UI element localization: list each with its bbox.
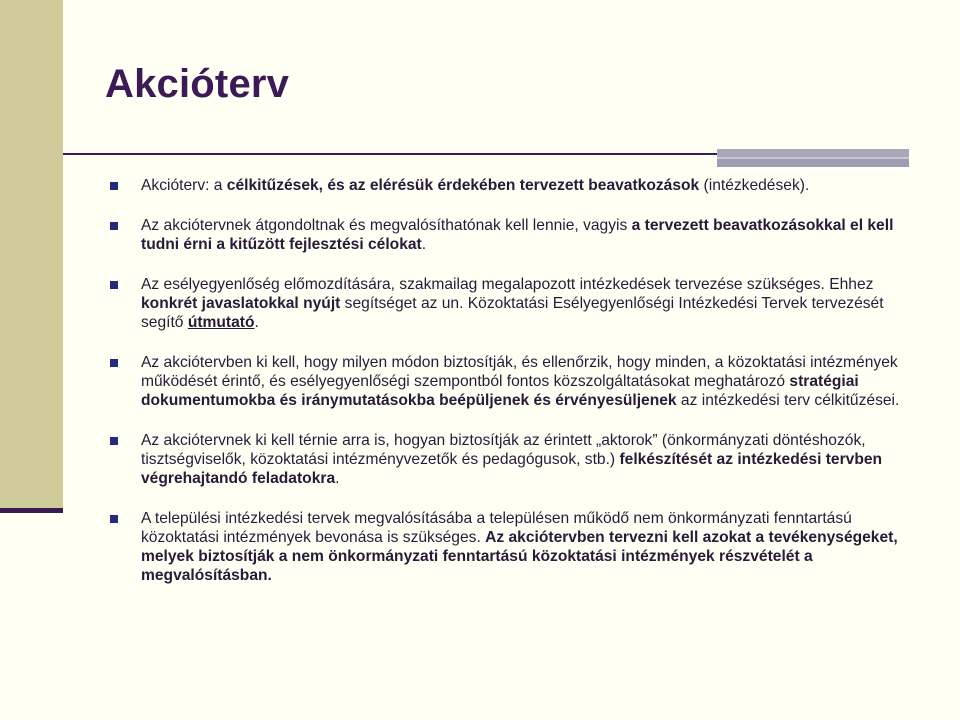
bullet-text: . (421, 236, 427, 253)
bullet-text: Az akciótervben ki kell, hogy milyen módon biztosítják, és ellenőrzik, hogy minden, a közoktatási intézmények működését érintő, és esélyegyenlőségi szempontból fontos közszolgáltatásokat meghatározó (141, 354, 898, 390)
bullet-text: . (335, 470, 340, 487)
bullet-emphasis-text: a tervezett beavatkozásokkal el kell tudni érni a kitűzött fejlesztési célokat (141, 217, 894, 253)
left-decorative-bar (0, 0, 63, 512)
bullet-list (110, 176, 900, 606)
bullet-emphasis-text: célkitűzések, és az elérésük érdekében tervezett beavatkozások (226, 177, 700, 194)
square-bullet-icon (110, 515, 118, 523)
bullet-item (110, 509, 900, 585)
bullet-item (110, 216, 900, 254)
bullet-text: az intézkedési terv célkitűzései. (676, 392, 900, 409)
slide-title: Akcióterv (105, 62, 290, 106)
bullet-item (110, 353, 900, 410)
bullet-item (110, 431, 900, 488)
bullet-text: A települési intézkedési tervek megvalósításába a településen működő nem önkormányzati fenntartású közoktatási intézmények bevonása is szükséges. (141, 510, 852, 546)
square-bullet-icon (110, 281, 118, 289)
bullet-text: segítséget az un. Közoktatási Esélyegyenlőségi Intézkedési Tervek tervezését segítő (141, 295, 884, 331)
bullet-emphasis-text: felkészítését az intézkedési tervben végrehajtandó feladatokra (141, 451, 883, 487)
bullet-text: (intézkedések). (699, 177, 810, 194)
square-bullet-icon (110, 222, 118, 230)
square-bullet-icon (110, 437, 118, 445)
bullet-text: Az akciótervnek ki kell térnie arra is, hogyan biztosítják az érintett „aktorok” (önkormányzati döntéshozók, tisztségviselők, közoktatási intézményvezetők és pedagógusok, stb.) (141, 432, 866, 468)
square-bullet-icon (110, 182, 118, 190)
bullet-text: . (254, 314, 259, 331)
left-bar-bottom-edge (0, 508, 63, 513)
bullet-text: Az esélyegyenlőség előmozdítására, szakmailag megalapozott intézkedések tervezése szükséges. Ehhez (141, 276, 874, 293)
bullet-item (110, 275, 900, 332)
square-bullet-icon (110, 359, 118, 367)
bullet-emphasis-text: útmutató (187, 314, 255, 331)
bullet-item (110, 176, 900, 195)
bullet-emphasis-text: stratégiai dokumentumokba és iránymutatásokba beépüljenek és érvényesüljenek (141, 373, 859, 409)
title-accent-bar (717, 149, 909, 167)
bullet-text: Az akciótervnek átgondoltnak és megvalósíthatónak kell lennie, vagyis (141, 217, 632, 234)
bullet-emphasis-text: konkrét javaslatokkal nyújt (141, 295, 341, 312)
bullet-emphasis-text: Az akciótervben tervezni kell azokat a tevékenységeket, melyek biztosítják a nem önkormányzati fenntartású közoktatási intézmények részvételét a megvalósításban. (141, 529, 898, 584)
bullet-text: Akcióterv: a (141, 177, 227, 194)
